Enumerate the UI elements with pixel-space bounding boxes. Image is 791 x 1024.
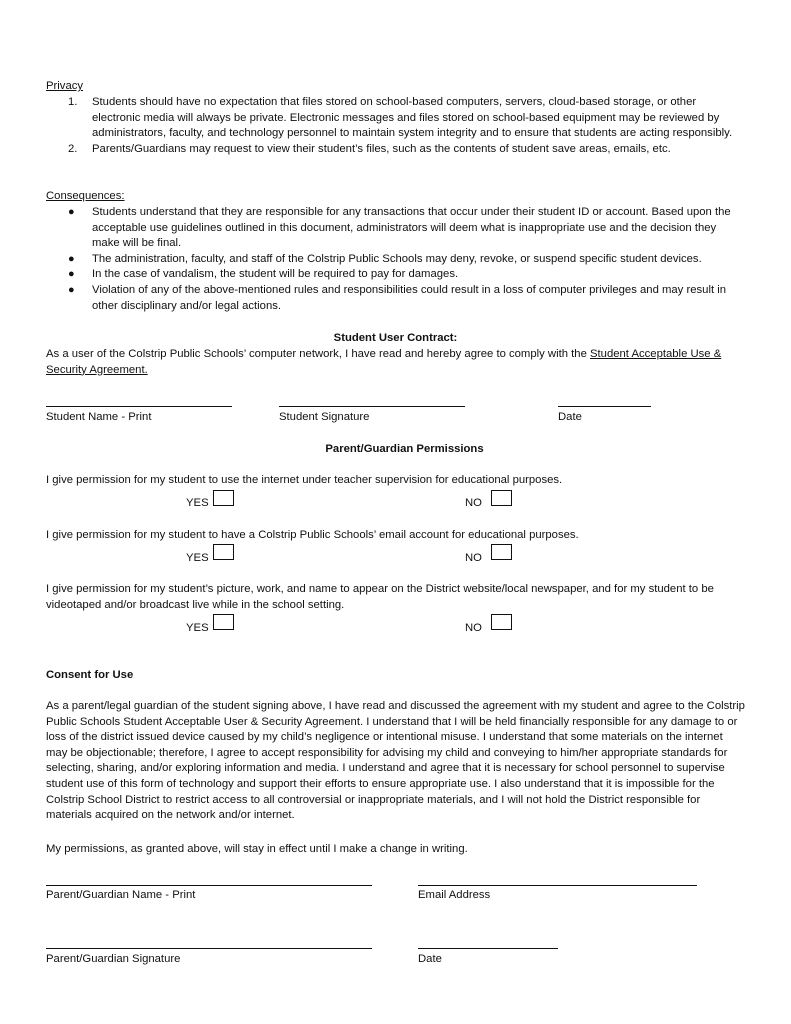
permission-text-media: I give permission for my student’s picture, work, and name to appear on the District website/local newspaper, and for my student to be videotaped and/or broadcast live while in the school setting. <box>46 583 714 611</box>
contract-text <box>46 347 746 378</box>
media-yes-checkbox[interactable] <box>213 614 234 630</box>
permission-text-email: I give permission for my student to have a Colstrip Public Schools’ email account for educational purposes. <box>46 529 579 541</box>
bullet-icon: ● <box>68 268 75 281</box>
list-number: 1. <box>68 96 78 108</box>
list-item <box>46 142 746 158</box>
parent-signature-line[interactable] <box>46 948 372 949</box>
list-item-text: Students should have no expectation that files stored on school-based computers, servers, cloud-based storage, or other electronic media will always be private. Electronic messages and files stored on school-based equipment may be reviewed by administrators, faculty, and technology personnel to maintain system integrity and to ensure that students are acting responsibly. <box>92 96 733 140</box>
no-label: NO <box>465 497 482 509</box>
list-item-text: Parents/Guardians may request to view their student’s files, such as the contents of student save areas, emails, etc. <box>92 142 671 155</box>
permission-text-internet: I give permission for my student to use the internet under teacher supervision for educational purposes. <box>46 474 563 486</box>
list-item-text: Students understand that they are responsible for any transactions that occur under their student ID or account. Based upon the acceptable use guidelines outlined in this document, administrators will deem what is inappropriate use and the decision they make will be final. <box>92 206 731 250</box>
yes-label: YES <box>186 497 209 509</box>
bullet-icon: ● <box>68 206 75 218</box>
email-address-label: Email Address <box>418 889 491 901</box>
list-item <box>46 95 746 142</box>
internet-yes-checkbox[interactable] <box>213 490 234 506</box>
privacy-heading: Privacy <box>46 80 84 92</box>
consequences-list <box>46 205 746 314</box>
yes-label: YES <box>186 622 209 634</box>
internet-no-checkbox[interactable] <box>491 490 512 506</box>
list-item <box>46 252 746 268</box>
student-date-line[interactable] <box>558 406 651 407</box>
parent-name-label: Parent/Guardian Name - Print <box>46 889 196 901</box>
list-item-text: The administration, faculty, and staff of the Colstrip Public Schools may deny, revoke, or suspend specific student devices. <box>92 252 702 265</box>
list-item-text: In the case of vandalism, the student will be required to pay for damages. <box>92 268 459 281</box>
email-no-checkbox[interactable] <box>491 544 512 560</box>
consequences-heading: Consequences: <box>46 190 125 202</box>
list-item-text: Violation of any of the above-mentioned rules and responsibilities could result in a loss of computer privileges and may result in other disciplinary and/or legal actions. <box>92 283 727 312</box>
consent-statement: My permissions, as granted above, will stay in effect until I make a change in writing. <box>46 843 468 855</box>
privacy-list <box>46 95 746 157</box>
list-item <box>46 283 746 314</box>
list-number: 2. <box>68 142 78 155</box>
bullet-icon: ● <box>68 252 75 265</box>
student-name-line[interactable] <box>46 406 232 407</box>
email-yes-checkbox[interactable] <box>213 544 234 560</box>
email-address-line[interactable] <box>418 885 697 886</box>
student-signature-label: Student Signature <box>279 411 370 423</box>
student-date-label: Date <box>558 411 582 423</box>
no-label: NO <box>465 622 482 634</box>
no-label: NO <box>465 552 482 564</box>
list-item <box>46 205 746 252</box>
parent-name-line[interactable] <box>46 885 372 886</box>
student-name-label: Student Name - Print <box>46 411 152 423</box>
permissions-title: Parent/Guardian Permissions <box>325 443 484 455</box>
consent-heading: Consent for Use <box>46 669 134 681</box>
contract-title: Student User Contract: <box>333 332 458 344</box>
student-signature-line[interactable] <box>279 406 465 407</box>
contract-text-body: As a user of the Colstrip Public Schools’ computer network, I have read and hereby agree to comply with the <box>46 348 590 360</box>
parent-signature-label: Parent/Guardian Signature <box>46 953 181 965</box>
consent-paragraph: As a parent/legal guardian of the student signing above, I have read and discussed the agreement with my student and agree to the Colstrip Public Schools Student Acceptable User & Security Agreement. I understand that I will be held financially responsible for any damage to or loss of the district issued device caused by my child’s negligence or intentional misuse. I understand that some materials on the internet may be objectionable; therefore, I agree to accept responsibility for advising my child and conveying to him/her appropriate standards for selecting, sharing, and/or exploring information and media. I understand and agree that it is necessary for school personnel to supervise student use of this form of technology and support their efforts to ensure appropriate use. I also understand that it is impossible for the Colstrip School District to restrict access to all controversial or inappropriate materials, and I will not hold the District responsible for materials acquired on the network and/or internet. <box>46 700 745 822</box>
list-item <box>46 267 746 283</box>
parent-date-line[interactable] <box>418 948 558 949</box>
parent-date-label: Date <box>418 953 442 965</box>
bullet-icon: ● <box>68 283 75 296</box>
media-no-checkbox[interactable] <box>491 614 512 630</box>
yes-label: YES <box>186 552 209 564</box>
agreement-link[interactable]: Student Acceptable Use & Security Agreement. <box>46 348 722 376</box>
